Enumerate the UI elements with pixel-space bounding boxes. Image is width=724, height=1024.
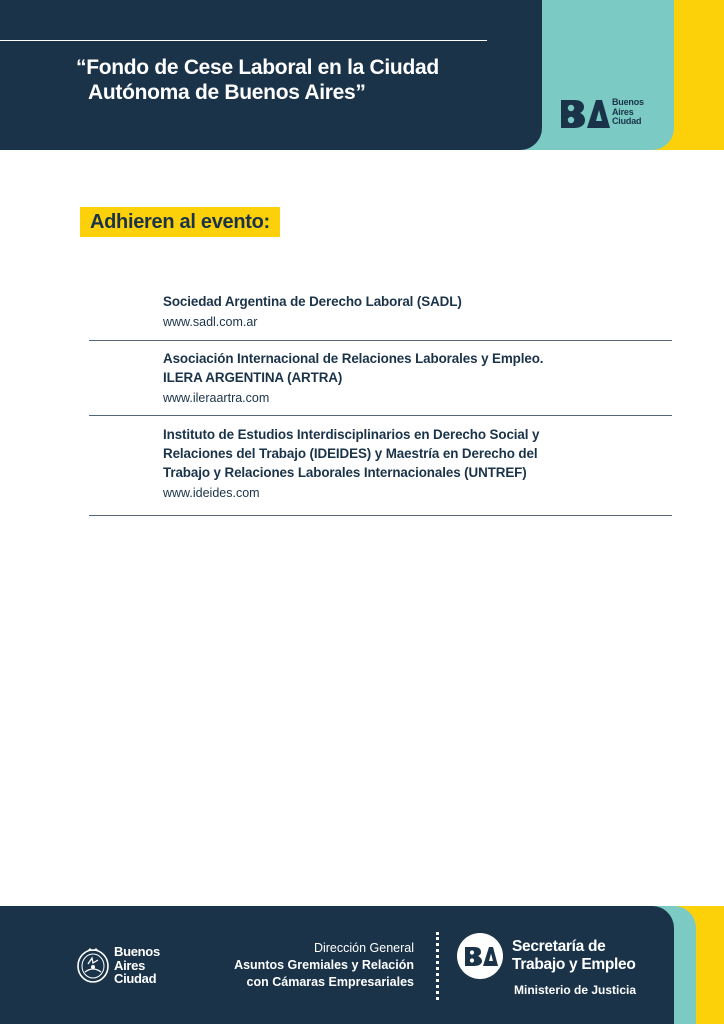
ba-logo-line-2: Aires: [612, 106, 634, 117]
city-logo-line-3: Ciudad: [114, 971, 157, 986]
ministerio-label: Ministerio de Justicia: [514, 983, 637, 997]
ba-logo-text: [612, 98, 644, 127]
city-seal-icon: [76, 946, 110, 984]
page-title-line-1: “Fondo de Cese Laboral en la Ciudad: [76, 56, 439, 79]
organization-item: [89, 341, 672, 416]
secretaria-line-2: Trabajo y Empleo: [512, 956, 636, 973]
direccion-line-2: Asuntos Gremiales y Relación: [234, 958, 414, 972]
organization-item: [89, 288, 672, 341]
organization-name-line: Instituto de Estudios Interdisciplinarios en Derecho Social y: [163, 427, 540, 442]
organization-name: [163, 292, 672, 311]
organization-name-line: Sociedad Argentina de Derecho Laboral (SADL): [163, 294, 462, 309]
organization-url-link[interactable]: www.ideides.com: [163, 486, 260, 500]
city-logo-line-2: Aires: [114, 957, 146, 973]
organization-name: [163, 349, 672, 387]
page-title: [76, 55, 526, 105]
page-title-line-2: Autónoma de Buenos Aires”: [88, 81, 366, 104]
direccion-line-1: Dirección General: [313, 941, 414, 955]
ba-ciudad-logo: [560, 97, 670, 133]
organization-name-line: Trabajo y Relaciones Laborales Internacionales (UNTREF): [163, 465, 527, 480]
city-logo-text: [114, 945, 160, 986]
ba-circle-logo-icon: [456, 932, 504, 980]
city-logo-line-1: Buenos: [114, 944, 160, 959]
direccion-general-text: [200, 940, 414, 991]
buenos-aires-ciudad-logo: [76, 944, 176, 988]
direccion-line-3: con Cámaras Empresariales: [246, 975, 414, 989]
organization-name-line: ILERA ARGENTINA (ARTRA): [163, 370, 343, 385]
organization-name-line: Asociación Internacional de Relaciones Laborales y Empleo.: [163, 351, 544, 366]
organization-name-line: Relaciones del Trabajo (IDEIDES) y Maestría en Derecho del: [163, 446, 538, 461]
organization-list: [89, 288, 672, 516]
organization-url-link[interactable]: www.sadl.com.ar: [163, 315, 258, 329]
organization-name: [163, 425, 672, 482]
organization-url-link[interactable]: www.ileraartra.com: [163, 391, 270, 405]
ba-logo-line-3: Ciudad: [612, 116, 642, 126]
secretaria-title: [512, 938, 636, 974]
secretaria-line-1: Secretaría de: [512, 938, 606, 955]
organization-item: [89, 416, 672, 516]
ba-logo-mark-icon: [560, 99, 610, 129]
section-heading: Adhieren al evento:: [80, 207, 280, 237]
ba-logo-line-1: Buenos: [612, 97, 644, 107]
footer-dotted-divider: [436, 932, 439, 1000]
header-rule: [0, 40, 487, 41]
